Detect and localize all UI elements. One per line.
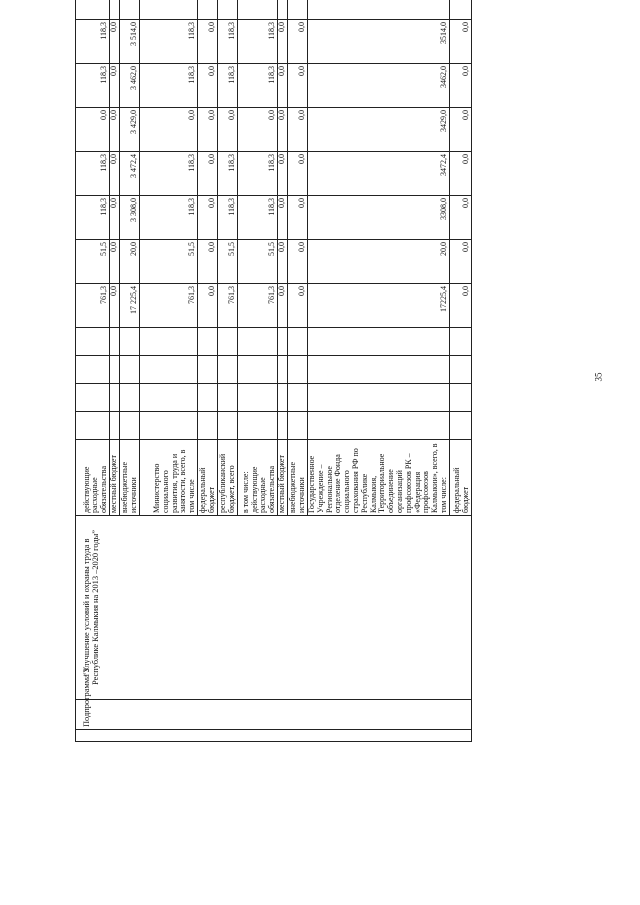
value-cell: 3429,0 [308,108,450,152]
empty-code-cell [120,384,140,412]
value-cell [238,0,278,20]
empty-code-cell [238,412,278,440]
value-cell: 17225,4 [308,284,450,328]
value-cell: 0,0 [198,20,218,64]
value-cell: 0,0 [110,64,120,108]
empty-code-cell [288,328,308,356]
empty-code-cell [449,356,471,384]
empty-code-cell [238,328,278,356]
value-cell: 118,3 [76,152,110,196]
value-cell: 0,0 [278,196,288,240]
empty-code-cell [110,356,120,384]
empty-code-cell [218,328,238,356]
empty-code-cell [140,384,198,412]
value-cell: 0,0 [278,284,288,328]
value-cell: 0,0 [76,108,110,152]
empty-code-cell [120,328,140,356]
value-cell: 0,0 [449,196,471,240]
funding-source-cell: Министерство социального развития, труда и занятости, всего, в том числе [140,440,198,516]
value-cell: 0,0 [288,240,308,284]
empty-code-cell [140,356,198,384]
value-cell: 17 225,4 [120,284,140,328]
empty-code-cell [120,412,140,440]
value-cell: 0,0 [110,20,120,64]
funding-source-cell: федеральный бюджет [449,440,471,516]
value-cell: 0,0 [288,284,308,328]
value-cell: 761,3 [140,284,198,328]
value-cell: 118,3 [218,20,238,64]
funding-table-body [76,0,472,742]
value-cell: 118,3 [218,64,238,108]
value-cell: 0,0 [110,284,120,328]
empty-code-cell [278,384,288,412]
value-cell: 0,0 [110,108,120,152]
empty-code-cell [198,384,218,412]
value-cell: 118,3 [140,196,198,240]
value-cell: 761,3 [76,284,110,328]
value-cell: 51,5 [218,240,238,284]
value-cell: 118,3 [238,64,278,108]
value-cell: 3 472,4 [120,152,140,196]
value-cell: 0,0 [449,108,471,152]
empty-code-cell [288,384,308,412]
value-cell: 0,0 [449,240,471,284]
value-cell: 3 514,0 [120,20,140,64]
value-cell [198,0,218,20]
value-cell: 51,5 [140,240,198,284]
value-cell: 761,3 [218,284,238,328]
value-cell: 0,0 [198,108,218,152]
funding-source-cell: местный бюджет [278,440,288,516]
value-cell: 0,0 [449,64,471,108]
funding-source-cell: внебюджетные источники [288,440,308,516]
funding-source-cell: в том числе: действующие расходные обязательства [238,440,278,516]
value-cell: 118,3 [238,20,278,64]
value-cell [218,0,238,20]
value-cell: 0,0 [198,196,218,240]
empty-code-cell [449,412,471,440]
empty-code-cell [76,412,110,440]
empty-code-cell [449,384,471,412]
value-cell: 118,3 [218,196,238,240]
value-cell: 118,3 [238,196,278,240]
value-cell [120,0,140,20]
empty-code-cell [238,356,278,384]
program-title-cell: “Улучшение условий и охраны труда в Республике Калмыкия на 2013 –2020 годы” [76,516,472,700]
value-cell: 0,0 [110,240,120,284]
value-cell: 0,0 [278,64,288,108]
value-cell: 3 462,0 [120,64,140,108]
empty-code-cell [140,328,198,356]
funding-source-cell: внебюджетные источники [120,440,140,516]
value-cell: 0,0 [449,152,471,196]
value-cell: 0,0 [218,108,238,152]
value-cell: 118,3 [140,64,198,108]
empty-code-cell [308,328,450,356]
empty-code-cell [449,328,471,356]
value-cell: 118,3 [76,64,110,108]
empty-code-cell [288,356,308,384]
value-cell: 0,0 [278,108,288,152]
value-cell [449,0,471,20]
funding-source-cell: республиканский бюджет, всего [218,440,238,516]
value-cell: 51,5 [238,240,278,284]
value-cell: 0,0 [288,108,308,152]
rotated-table-wrapper [75,22,545,742]
value-cell: 20,0 [120,240,140,284]
value-cell: 0,0 [288,20,308,64]
value-cell: 118,3 [218,152,238,196]
empty-code-cell [278,328,288,356]
value-cell [308,0,450,20]
value-cell: 3462,0 [308,64,450,108]
value-cell: 20,0 [308,240,450,284]
value-cell: 3514,0 [308,20,450,64]
value-cell [278,0,288,20]
empty-code-cell [110,412,120,440]
value-cell: 0,0 [288,152,308,196]
empty-code-cell [198,328,218,356]
empty-code-cell [120,356,140,384]
value-cell: 3 429,0 [120,108,140,152]
value-cell: 0,0 [140,108,198,152]
value-cell: 3308,0 [308,196,450,240]
value-cell [76,0,110,20]
value-cell: 118,3 [76,20,110,64]
value-cell: 0,0 [449,20,471,64]
program-code-cell: Подпрограмма 3 [76,700,472,730]
value-cell: 0,0 [110,152,120,196]
value-cell: 118,3 [140,152,198,196]
empty-code-cell [198,412,218,440]
value-cell: 0,0 [278,20,288,64]
funding-table [75,0,472,742]
value-cell: 0,0 [288,196,308,240]
empty-code-cell [76,384,110,412]
value-cell [140,0,198,20]
value-cell: 0,0 [278,152,288,196]
empty-code-cell [198,356,218,384]
empty-code-cell [218,384,238,412]
page-number: 35 [593,372,604,382]
funding-source-cell: действующие расходные обязательства [76,440,110,516]
empty-code-cell [278,412,288,440]
value-cell: 118,3 [76,196,110,240]
value-cell: 0,0 [238,108,278,152]
empty-code-cell [308,356,450,384]
value-cell: 118,3 [140,20,198,64]
funding-source-cell: федеральный бюджет [198,440,218,516]
value-cell: 0,0 [449,284,471,328]
value-cell: 0,0 [198,240,218,284]
empty-code-cell [218,412,238,440]
empty-code-cell [308,384,450,412]
empty-code-cell [218,356,238,384]
value-cell: 51,5 [76,240,110,284]
empty-code-cell [110,328,120,356]
empty-code-cell [288,412,308,440]
empty-code-cell [238,384,278,412]
value-cell: 0,0 [198,152,218,196]
value-cell [288,0,308,20]
empty-code-cell [140,412,198,440]
value-cell: 0,0 [110,196,120,240]
funding-source-cell: Государственное Учреждение – Региональное отделение Фонда социального страхования РФ по Республике Калмыкия, Территориальное объединение организаций профсоюзов РК – «Федерация профсоюзов Калмыкии», всего, в том числе: [308,440,450,516]
empty-code-cell [308,412,450,440]
value-cell: 761,3 [238,284,278,328]
value-cell [110,0,120,20]
empty-code-cell [110,384,120,412]
value-cell: 0,0 [198,64,218,108]
empty-code-cell [76,328,110,356]
empty-margin-cell [76,730,472,742]
funding-source-cell: местный бюджет [110,440,120,516]
value-cell: 0,0 [198,284,218,328]
table-row [76,0,110,742]
empty-code-cell [278,356,288,384]
value-cell: 3 308,0 [120,196,140,240]
empty-code-cell [76,356,110,384]
value-cell: 0,0 [278,240,288,284]
value-cell: 0,0 [288,64,308,108]
value-cell: 3472,4 [308,152,450,196]
value-cell: 118,3 [238,152,278,196]
